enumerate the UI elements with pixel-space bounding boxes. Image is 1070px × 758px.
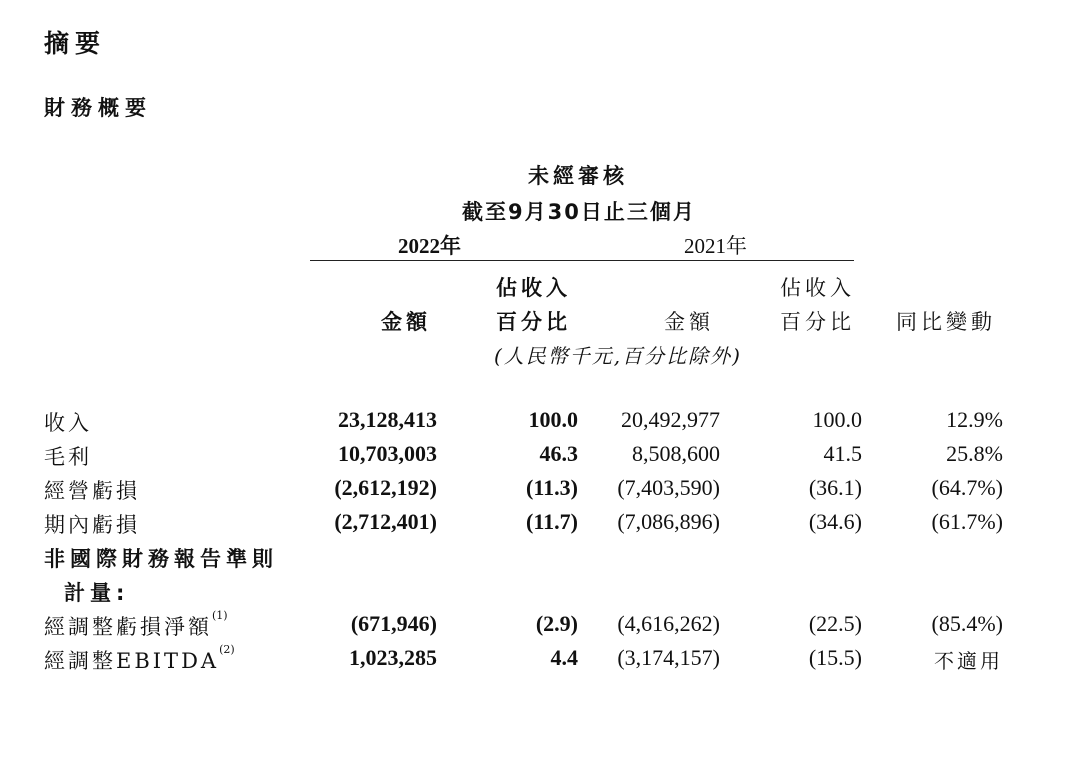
header-divider [310, 260, 854, 261]
cell-amount-2021: (3,174,157) [617, 645, 720, 670]
cell-pct-2021: 100.0 [812, 407, 862, 432]
year-2021-header: 2021年 [684, 234, 747, 258]
cell-yoy: 12.9% [946, 407, 1003, 432]
cell-amount-2021: 8,508,600 [632, 441, 720, 466]
cell-yoy: 25.8% [946, 441, 1003, 466]
cell-pct-2022: (11.7) [526, 509, 578, 534]
cell-amount-2022: (2,712,401) [334, 509, 437, 534]
row-label-text: 經調整EBITDA [44, 649, 220, 673]
cell-pct-2022: 100.0 [528, 407, 578, 432]
audit-status-header: 未經審核 [528, 164, 628, 188]
row-label-adjusted-ebitda [44, 645, 235, 675]
row-label-operating-loss: 經營虧損 [44, 479, 140, 503]
cell-pct-2022: 46.3 [539, 441, 578, 466]
row-label-adjusted-net-loss [44, 611, 228, 641]
cell-pct-2022: (2.9) [535, 611, 578, 636]
period-header: 截至9月30日止三個月 [462, 200, 696, 224]
pct-2022-header-line2: 百分比 [496, 310, 571, 334]
yoy-change-header: 同比變動 [896, 310, 996, 334]
cell-amount-2022: 1,023,285 [349, 645, 437, 670]
cell-yoy: (61.7%) [931, 509, 1003, 534]
section-title: 財務概要 [44, 96, 152, 120]
cell-amount-2021: (7,086,896) [617, 509, 720, 534]
page-heading: 摘要 [44, 29, 107, 58]
cell-yoy: 不適用 [934, 649, 1003, 673]
amount-2021-header: 金額 [664, 310, 714, 334]
footnote-marker: (2) [219, 643, 235, 656]
cell-pct-2021: (34.6) [808, 509, 862, 534]
footnote-marker: (1) [212, 609, 228, 622]
row-label-gross-profit: 毛利 [44, 445, 92, 469]
section-label-measures: 計量: [64, 581, 130, 605]
row-label-revenue: 收入 [44, 411, 92, 435]
cell-yoy: (85.4%) [931, 611, 1003, 636]
cell-yoy: (64.7%) [931, 475, 1003, 500]
amount-2022-header: 金額 [381, 310, 431, 334]
cell-pct-2022: 4.4 [550, 645, 578, 670]
cell-amount-2021: (4,616,262) [617, 611, 720, 636]
cell-pct-2021: (22.5) [808, 611, 862, 636]
unit-note: (人民幣千元,百分比除外) [494, 344, 742, 368]
cell-amount-2021: 20,492,977 [621, 407, 720, 432]
cell-amount-2021: (7,403,590) [617, 475, 720, 500]
section-label-non-ifrs: 非國際財務報告準則 [44, 547, 278, 571]
cell-amount-2022: 10,703,003 [338, 441, 437, 466]
row-label-period-loss: 期內虧損 [44, 513, 140, 537]
cell-pct-2022: (11.3) [526, 475, 578, 500]
cell-pct-2021: (15.5) [808, 645, 862, 670]
cell-amount-2022: (671,946) [350, 611, 437, 636]
pct-2021-header-line2: 百分比 [780, 310, 855, 334]
cell-amount-2022: 23,128,413 [338, 407, 437, 432]
pct-2021-header-line1: 佔收入 [780, 276, 855, 300]
pct-2022-header-line1: 佔收入 [496, 276, 571, 300]
cell-pct-2021: (36.1) [808, 475, 862, 500]
cell-pct-2021: 41.5 [823, 441, 862, 466]
row-label-text: 經調整虧損淨額 [44, 615, 212, 639]
year-2022-header: 2022年 [398, 234, 461, 258]
cell-amount-2022: (2,612,192) [334, 475, 437, 500]
